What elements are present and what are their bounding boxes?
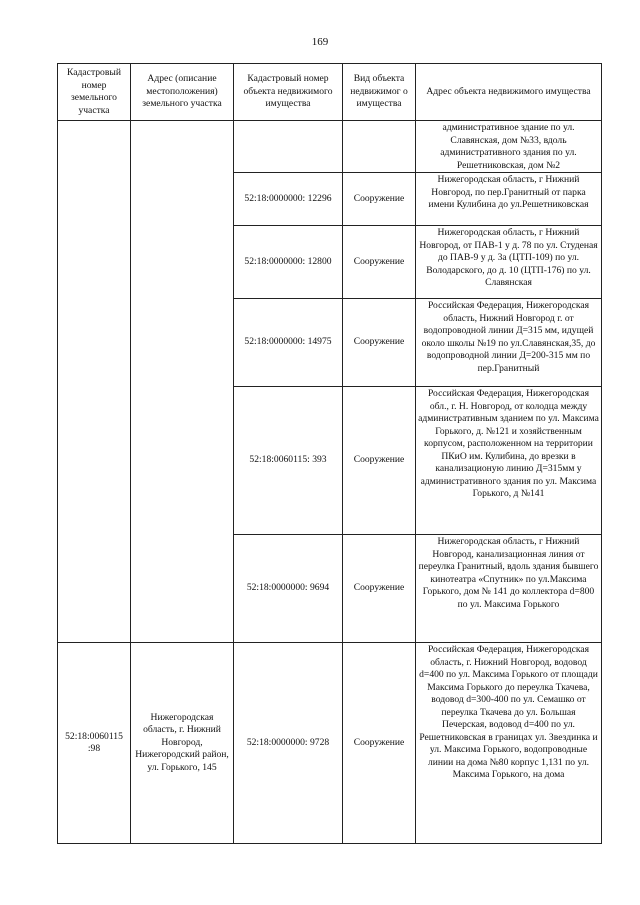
object-cadastral-cell: 52:18:0000000: 12296 bbox=[234, 173, 343, 226]
header-parcel-address: Адрес (описание местоположения) земельного участка bbox=[131, 64, 234, 121]
object-address-cell: Российская Федерация, Нижегородская область, г. Нижний Новгород, водовод d=400 по ул. Максима Горького от площади Максима Горького до переулка Ткачева, водовод d=300-400 по ул. Семашко от переулка Ткачева до ул. Большая Печерская, водовод d=400 по ул. Решетниковская в границах ул. Звездинка и ул. Максима Горького, водопроводные линии на дома №80 корпус 1,131 по ул. Максима Горького, на дома bbox=[416, 643, 602, 844]
object-cadastral-cell bbox=[234, 121, 343, 173]
object-type-cell: Сооружение bbox=[343, 387, 416, 535]
object-address-cell: Российская Федерация, Нижегородская обл., г. Н. Новгород, от колодца между административным зданием по ул. Максима Горького, д. №121 и хозяйственным корпусом, расположенном на территории ПКиО им. Кулибина, до врезки в канализационую линию Д=315мм у административного здания по ул. Максима Горького, д №141 bbox=[416, 387, 602, 535]
parcel-cadastral-cell: 52:18:0060115 :98 bbox=[58, 643, 131, 844]
header-object-type: Вид объекта недвижимог о имущества bbox=[343, 64, 416, 121]
object-address-cell: Российская Федерация, Нижегородская область, Нижний Новгород г. от водопроводной линии Д=315 мм, идущей около школы №19 по ул.Славянская,35, до водопроводной линии Д=200-315 мм по пер.Гранитный bbox=[416, 299, 602, 387]
table-header bbox=[58, 64, 602, 121]
parcel-address-cell: Нижегородская область, г. Нижний Новгород, Нижегородский район, ул. Горького, 145 bbox=[131, 643, 234, 844]
header-object-address: Адрес объекта недвижимого имущества bbox=[416, 64, 602, 121]
object-type-cell: Сооружение bbox=[343, 173, 416, 226]
object-address-cell: Нижегородская область, г Нижний Новгород, от ПАВ-1 у д. 78 по ул. Студеная до ПАВ-9 у д. 3а (ЦТП-109) по ул. Володарского, до д. 10 (ЦТП-176) по ул. Славянская bbox=[416, 226, 602, 299]
object-address-cell: Нижегородская область, г Нижний Новгород, канализационная линия от переулка Гранитный, вдоль здания бывшего кинотеатра «Спутник» по ул.Максима Горького, дом № 141 до коллектора d=800 по ул. Максима Горького bbox=[416, 535, 602, 643]
object-type-cell: Сооружение bbox=[343, 535, 416, 643]
header-row bbox=[58, 64, 602, 121]
table-row bbox=[58, 643, 602, 844]
object-cadastral-cell: 52:18:0000000: 9728 bbox=[234, 643, 343, 844]
table-body bbox=[58, 121, 602, 844]
object-address-cell: Нижегородская область, г Нижний Новгород, по пер.Гранитный от парка имени Кулибина до ул.Решетниковская bbox=[416, 173, 602, 226]
object-cadastral-cell: 52:18:0060115: 393 bbox=[234, 387, 343, 535]
object-type-cell: Сооружение bbox=[343, 643, 416, 844]
object-cadastral-cell: 52:18:0000000: 9694 bbox=[234, 535, 343, 643]
table-row bbox=[58, 121, 602, 173]
object-type-cell bbox=[343, 121, 416, 173]
object-type-cell: Сооружение bbox=[343, 226, 416, 299]
parcel-cadastral-cell bbox=[58, 121, 131, 643]
property-registry-table bbox=[57, 63, 602, 844]
object-address-cell: административное здание по ул. Славянская, дом №33, вдоль административного здания по ул. Решетниковская, дом №2 bbox=[416, 121, 602, 173]
object-cadastral-cell: 52:18:0000000: 14975 bbox=[234, 299, 343, 387]
parcel-address-cell bbox=[131, 121, 234, 643]
header-object-cadastral: Кадастровый номер объекта недвижимого имущества bbox=[234, 64, 343, 121]
object-cadastral-cell: 52:18:0000000: 12800 bbox=[234, 226, 343, 299]
page-number: 169 bbox=[311, 36, 329, 48]
header-parcel-cadastral: Кадастровый номер земельного участка bbox=[58, 64, 131, 121]
object-type-cell: Сооружение bbox=[343, 299, 416, 387]
